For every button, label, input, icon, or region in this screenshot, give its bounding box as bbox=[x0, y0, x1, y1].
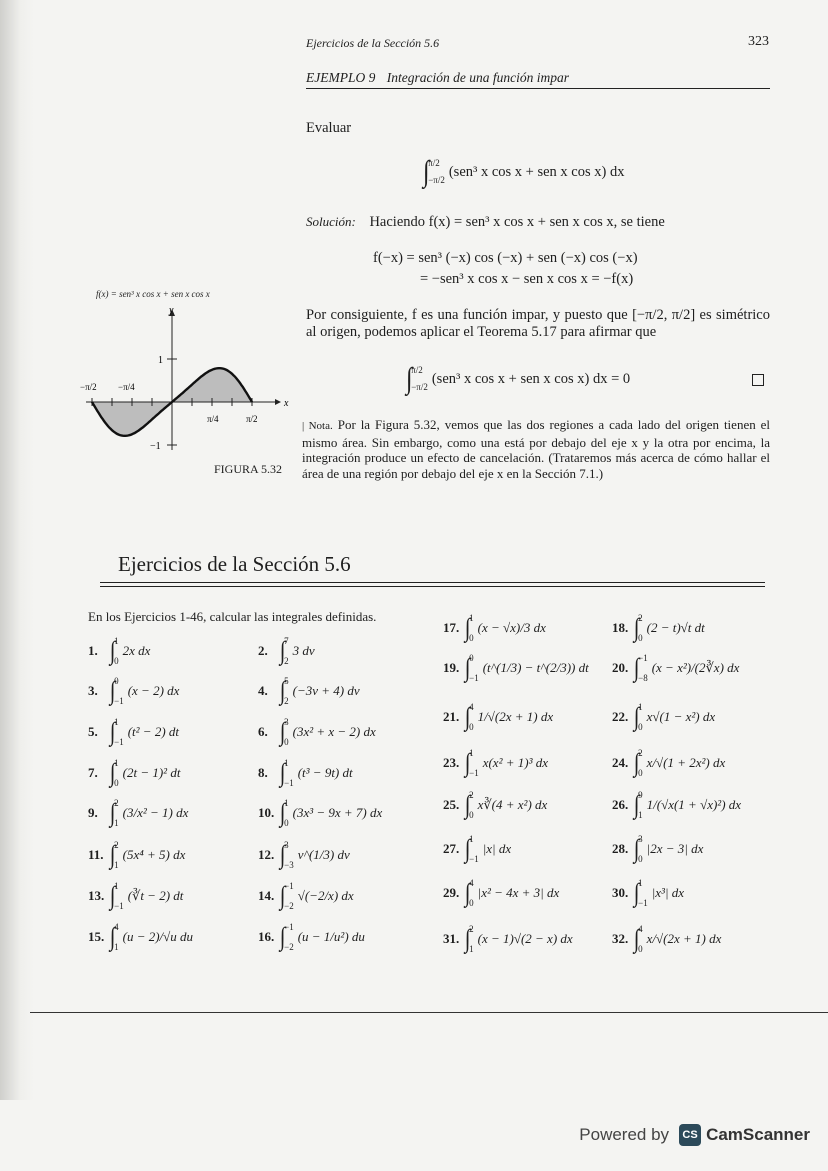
exercise-number: 7. bbox=[88, 765, 98, 780]
integrand: (x − √x)/3 dx bbox=[477, 620, 546, 635]
integral-sign: ∫ bbox=[633, 613, 640, 642]
upper-limit: 4 bbox=[114, 922, 119, 932]
lower-limit: 0 bbox=[638, 854, 643, 864]
exercise-number: 17. bbox=[443, 620, 460, 635]
exercise-item bbox=[443, 702, 553, 732]
integral-sign: ∫ bbox=[109, 758, 116, 787]
integrand: x∛(4 + x²) dx bbox=[477, 797, 548, 812]
exercise-number: 10. bbox=[258, 805, 275, 820]
upper-limit: 3 bbox=[638, 834, 643, 844]
page-number: 323 bbox=[748, 34, 769, 49]
integral-sign: ∫ bbox=[633, 834, 640, 863]
upper-limit: −1 bbox=[284, 881, 294, 891]
exercise-item bbox=[443, 653, 589, 683]
lower-limit: 0 bbox=[284, 737, 289, 747]
upper-limit: 5 bbox=[284, 676, 289, 686]
solution-label: Solución: bbox=[306, 214, 356, 229]
integrand: x/√(1 + 2x²) dx bbox=[646, 755, 726, 770]
lower-limit: −1 bbox=[469, 854, 479, 864]
integrand: (sen³ x cos x + sen x cos x) dx = 0 bbox=[431, 370, 631, 387]
exercise-item bbox=[612, 790, 741, 820]
lower-limit: −2 bbox=[284, 901, 294, 911]
exercise-item bbox=[612, 653, 739, 683]
exercise-item bbox=[258, 676, 360, 706]
result-integral bbox=[405, 362, 630, 396]
integral-sign: ∫ bbox=[279, 636, 286, 665]
exercise-number: 8. bbox=[258, 765, 268, 780]
lower-limit: 1 bbox=[114, 818, 119, 828]
exercise-item bbox=[258, 922, 365, 952]
exercise-item bbox=[258, 840, 350, 870]
integrand: 1/(√x(1 + √x)²) dx bbox=[646, 797, 742, 812]
exercise-item bbox=[612, 613, 705, 643]
exercise-item bbox=[443, 790, 547, 820]
integral-sign: ∫ bbox=[279, 881, 286, 910]
upper-limit: 1 bbox=[638, 702, 643, 712]
integral-sign: ∫ bbox=[109, 676, 116, 705]
note-paragraph bbox=[302, 417, 770, 481]
integrand: (2 − t)√t dt bbox=[646, 620, 705, 635]
exercise-number: 1. bbox=[88, 643, 98, 658]
x-axis-arrow-icon bbox=[275, 399, 281, 405]
running-header: Ejercicios de la Sección 5.6 bbox=[306, 36, 440, 50]
integrand: (2t − 1)² dt bbox=[122, 765, 181, 780]
exercise-number: 30. bbox=[612, 885, 629, 900]
exercise-item bbox=[612, 748, 725, 778]
exercise-item bbox=[443, 613, 546, 643]
integral-sign: ∫ bbox=[109, 636, 116, 665]
integrand: (3x³ − 9x + 7) dx bbox=[292, 805, 383, 820]
upper-limit: 1 bbox=[284, 798, 289, 808]
integrand: (5x⁴ + 5) dx bbox=[122, 847, 186, 862]
powered-by-text: Powered by bbox=[579, 1125, 670, 1144]
exercise-number: 3. bbox=[88, 683, 98, 698]
conclusion-paragraph: Por consiguiente, f es una función impar, y puesto que [−π/2, π/2] es simétrico al origen, podemos aplicar el Teorema 5.17 para afirmar que bbox=[306, 307, 770, 340]
exercise-number: 32. bbox=[612, 931, 629, 946]
integrand: (x − 2) dx bbox=[127, 683, 180, 698]
exercise-item bbox=[88, 840, 185, 870]
x-axis-label: x bbox=[284, 398, 289, 409]
integrand: x(x² + 1)³ dx bbox=[482, 755, 548, 770]
integrand: (x − x²)/(2∛x) dx bbox=[651, 660, 740, 675]
exercise-number: 24. bbox=[612, 755, 629, 770]
y-axis-label: y bbox=[169, 305, 174, 316]
exercise-number: 13. bbox=[88, 888, 105, 903]
integral-sign: ∫ bbox=[464, 613, 471, 642]
derivation-line-2: = −sen³ x cos x − sen x cos x = −f(x) bbox=[420, 271, 634, 287]
section-title: Ejercicios de la Sección 5.6 bbox=[118, 552, 351, 576]
lower-limit: 1 bbox=[114, 942, 119, 952]
exercise-number: 29. bbox=[443, 885, 460, 900]
lower-limit: −1 bbox=[114, 696, 124, 706]
upper-limit: 2 bbox=[469, 790, 474, 800]
exercise-number: 28. bbox=[612, 841, 629, 856]
exercise-number: 31. bbox=[443, 931, 460, 946]
exercise-item bbox=[258, 758, 353, 788]
integral-sign: ∫ bbox=[279, 798, 286, 827]
exercise-item bbox=[612, 924, 721, 954]
note-text: Por la Figura 5.32, vemos que las dos regiones a cada lado del origen tienen el mismo área. Sin embargo, como una está por debajo del eje x y la otra por encima, la integración produce un efecto de cancelación. (Trataremos más acerca de cómo hallar el área de una región por debajo del eje x en la Sección 7.1.) bbox=[302, 417, 770, 481]
upper-limit: 1 bbox=[284, 758, 289, 768]
upper-limit: 3 bbox=[284, 717, 289, 727]
x-tick-label: π/2 bbox=[246, 414, 258, 424]
upper-limit: 4 bbox=[638, 924, 643, 934]
solution-text: Haciendo f(x) = sen³ x cos x + sen x cos x, se tiene bbox=[369, 214, 665, 230]
lower-limit: −1 bbox=[469, 673, 479, 683]
lower-limit: 0 bbox=[114, 656, 119, 666]
exercise-number: 25. bbox=[443, 797, 460, 812]
integrand: (∛t − 2) dt bbox=[127, 888, 184, 903]
upper-limit: −1 bbox=[284, 922, 294, 932]
lower-limit: −1 bbox=[638, 898, 648, 908]
exercise-number: 20. bbox=[612, 660, 629, 675]
exercise-item bbox=[443, 878, 559, 908]
integrand: |x³| dx bbox=[651, 885, 685, 900]
lower-limit: 1 bbox=[469, 944, 474, 954]
integral-sign: ∫ bbox=[109, 717, 116, 746]
upper-limit: 9 bbox=[638, 790, 643, 800]
exercise-number: 18. bbox=[612, 620, 629, 635]
integral-sign: ∫ bbox=[279, 717, 286, 746]
integrand: (3/x² − 1) dx bbox=[122, 805, 189, 820]
lower-limit: −1 bbox=[469, 768, 479, 778]
note-label: | Nota. bbox=[302, 420, 333, 432]
integrand: (−3v + 4) dv bbox=[292, 683, 360, 698]
solution-line bbox=[306, 213, 665, 231]
integral-sign: ∫ bbox=[279, 758, 286, 787]
upper-limit: 2 bbox=[114, 798, 119, 808]
integral-sign: ∫ bbox=[464, 748, 471, 777]
camscanner-brand: CamScanner bbox=[706, 1125, 810, 1144]
exercise-item bbox=[88, 881, 183, 911]
upper-limit: π/2 bbox=[411, 365, 423, 375]
upper-limit: 1 bbox=[469, 748, 474, 758]
exercise-number: 12. bbox=[258, 847, 275, 862]
integral-sign: ∫ bbox=[633, 878, 640, 907]
exercise-number: 11. bbox=[88, 847, 104, 862]
integral-sign: ∫ bbox=[633, 924, 640, 953]
integral-sign: ∫ bbox=[279, 676, 286, 705]
lower-limit: 0 bbox=[469, 898, 474, 908]
exercise-number: 16. bbox=[258, 929, 275, 944]
lower-limit: 0 bbox=[469, 633, 474, 643]
exercise-number: 19. bbox=[443, 660, 460, 675]
integral-sign: ∫ bbox=[422, 155, 430, 188]
integrand: 3 dv bbox=[292, 643, 315, 658]
integral-sign: ∫ bbox=[464, 790, 471, 819]
lower-limit: 2 bbox=[284, 656, 289, 666]
y-tick-label: 1 bbox=[158, 355, 163, 366]
lower-limit: 0 bbox=[469, 722, 474, 732]
lower-limit: 0 bbox=[638, 768, 643, 778]
figure-caption: FIGURA 5.32 bbox=[214, 462, 283, 476]
lower-limit: −1 bbox=[284, 778, 294, 788]
integral-sign: ∫ bbox=[109, 798, 116, 827]
integral-sign: ∫ bbox=[464, 878, 471, 907]
exercise-item bbox=[258, 636, 315, 666]
figure-function-label: f(x) = sen³ x cos x + sen x cos x bbox=[96, 289, 210, 299]
upper-limit: 1 bbox=[114, 881, 119, 891]
figure-graph bbox=[70, 300, 300, 460]
integrand: √(−2/x) dx bbox=[297, 888, 354, 903]
exercise-number: 9. bbox=[88, 805, 98, 820]
integrand: x/√(2x + 1) dx bbox=[646, 931, 722, 946]
integrand: (sen³ x cos x + sen x cos x) dx bbox=[448, 163, 625, 180]
exercise-number: 4. bbox=[258, 683, 268, 698]
integrand: (u − 1/u²) du bbox=[297, 929, 365, 944]
exercise-number: 15. bbox=[88, 929, 105, 944]
evaluate-label: Evaluar bbox=[306, 120, 352, 136]
integrand: |x² − 4x + 3| dx bbox=[477, 885, 560, 900]
integral-sign: ∫ bbox=[633, 653, 640, 682]
exercise-item bbox=[88, 717, 179, 747]
exercise-item bbox=[612, 834, 703, 864]
integral-sign: ∫ bbox=[464, 653, 471, 682]
lower-limit: 0 bbox=[284, 818, 289, 828]
exercise-item bbox=[258, 717, 376, 747]
example-integral bbox=[422, 155, 624, 189]
exercise-item bbox=[443, 924, 573, 954]
exercise-item bbox=[443, 748, 548, 778]
exercise-item bbox=[258, 798, 382, 828]
exercise-number: 23. bbox=[443, 755, 460, 770]
exercise-item bbox=[612, 878, 684, 908]
upper-limit: 2 bbox=[469, 924, 474, 934]
upper-limit: 0 bbox=[469, 653, 474, 663]
integral-sign: ∫ bbox=[633, 790, 640, 819]
upper-limit: 2 bbox=[114, 840, 119, 850]
upper-limit: 1 bbox=[469, 613, 474, 623]
integrand: 1/√(2x + 1) dx bbox=[477, 709, 554, 724]
integrand: (u − 2)/√u du bbox=[122, 929, 194, 944]
upper-limit: 0 bbox=[114, 676, 119, 686]
integral-sign: ∫ bbox=[633, 702, 640, 731]
exercise-item bbox=[88, 758, 180, 788]
integrand: (x − 1)√(2 − x) dx bbox=[477, 931, 573, 946]
exercise-number: 14. bbox=[258, 888, 275, 903]
example-heading bbox=[306, 70, 770, 89]
integral-sign: ∫ bbox=[464, 834, 471, 863]
integrand: (t^(1/3) − t^(2/3)) dt bbox=[482, 660, 589, 675]
upper-limit: −1 bbox=[638, 653, 648, 663]
exercise-item bbox=[88, 636, 150, 666]
upper-limit: 4 bbox=[469, 702, 474, 712]
integral-sign: ∫ bbox=[405, 362, 413, 395]
lower-limit: −8 bbox=[638, 673, 648, 683]
exercise-item bbox=[612, 702, 715, 732]
integral-sign: ∫ bbox=[464, 702, 471, 731]
exercise-item bbox=[443, 834, 511, 864]
integrand: v^(1/3) dv bbox=[297, 847, 350, 862]
upper-limit: 7 bbox=[284, 636, 289, 646]
page-bottom-rule bbox=[30, 1012, 828, 1013]
exercise-item bbox=[88, 798, 188, 828]
lower-limit: 0 bbox=[469, 810, 474, 820]
lower-limit: 0 bbox=[638, 944, 643, 954]
lower-limit: −3 bbox=[284, 860, 294, 870]
lower-limit: 1 bbox=[114, 860, 119, 870]
exercises-intro: En los Ejercicios 1-46, calcular las integrales definidas. bbox=[88, 609, 377, 624]
exercise-number: 22. bbox=[612, 709, 629, 724]
upper-limit: 1 bbox=[114, 758, 119, 768]
lower-limit: −2 bbox=[284, 942, 294, 952]
integrand: (3x² + x − 2) dx bbox=[292, 724, 376, 739]
integral-sign: ∫ bbox=[633, 748, 640, 777]
x-tick-label: −π/4 bbox=[118, 382, 135, 392]
derivation-line-1: f(−x) = sen³ (−x) cos (−x) + sen (−x) cos (−x) bbox=[373, 250, 638, 266]
integrand: x√(1 − x²) dx bbox=[646, 709, 716, 724]
x-tick-label: −π/2 bbox=[80, 382, 97, 392]
integrand: 2x dx bbox=[122, 643, 151, 658]
integral-sign: ∫ bbox=[109, 922, 116, 951]
section-rule bbox=[100, 586, 765, 587]
upper-limit: 3 bbox=[284, 840, 289, 850]
integral-sign: ∫ bbox=[464, 924, 471, 953]
integrand: (t³ − 9t) dt bbox=[297, 765, 353, 780]
lower-limit: −1 bbox=[114, 901, 124, 911]
lower-limit: 0 bbox=[114, 778, 119, 788]
lower-limit: −π/2 bbox=[428, 175, 445, 185]
end-of-proof-icon bbox=[752, 374, 764, 386]
integral-sign: ∫ bbox=[279, 840, 286, 869]
integral-sign: ∫ bbox=[279, 922, 286, 951]
exercise-number: 27. bbox=[443, 841, 460, 856]
example-label: EJEMPLO 9 bbox=[306, 70, 376, 85]
integrand: (t² − 2) dt bbox=[127, 724, 180, 739]
scanner-watermark bbox=[579, 1124, 810, 1146]
integral-sign: ∫ bbox=[109, 840, 116, 869]
exercise-number: 5. bbox=[88, 724, 98, 739]
upper-limit: 1 bbox=[114, 717, 119, 727]
exercise-item bbox=[88, 922, 193, 952]
exercise-number: 26. bbox=[612, 797, 629, 812]
exercise-item bbox=[258, 881, 354, 911]
upper-limit: 1 bbox=[638, 878, 643, 888]
exercise-item bbox=[88, 676, 179, 706]
lower-limit: 2 bbox=[284, 696, 289, 706]
lower-limit: −π/2 bbox=[411, 382, 428, 392]
integral-sign: ∫ bbox=[109, 881, 116, 910]
x-tick-label: π/4 bbox=[207, 414, 219, 424]
upper-limit: 1 bbox=[469, 834, 474, 844]
lower-limit: 1 bbox=[638, 810, 643, 820]
upper-limit: π/2 bbox=[428, 158, 440, 168]
camscanner-logo-icon: CS bbox=[679, 1124, 701, 1146]
section-rule bbox=[100, 582, 765, 583]
example-title: Integración de una función impar bbox=[386, 70, 569, 85]
upper-limit: 2 bbox=[638, 613, 643, 623]
y-tick-label: −1 bbox=[150, 441, 161, 452]
integrand: |x| dx bbox=[482, 841, 512, 856]
exercise-number: 6. bbox=[258, 724, 268, 739]
lower-limit: 0 bbox=[638, 633, 643, 643]
exercise-number: 21. bbox=[443, 709, 460, 724]
scanned-page-edge bbox=[0, 0, 34, 1100]
upper-limit: 1 bbox=[114, 636, 119, 646]
upper-limit: 2 bbox=[638, 748, 643, 758]
upper-limit: 4 bbox=[469, 878, 474, 888]
integrand: |2x − 3| dx bbox=[646, 841, 704, 856]
exercise-number: 2. bbox=[258, 643, 268, 658]
lower-limit: 0 bbox=[638, 722, 643, 732]
lower-limit: −1 bbox=[114, 737, 124, 747]
